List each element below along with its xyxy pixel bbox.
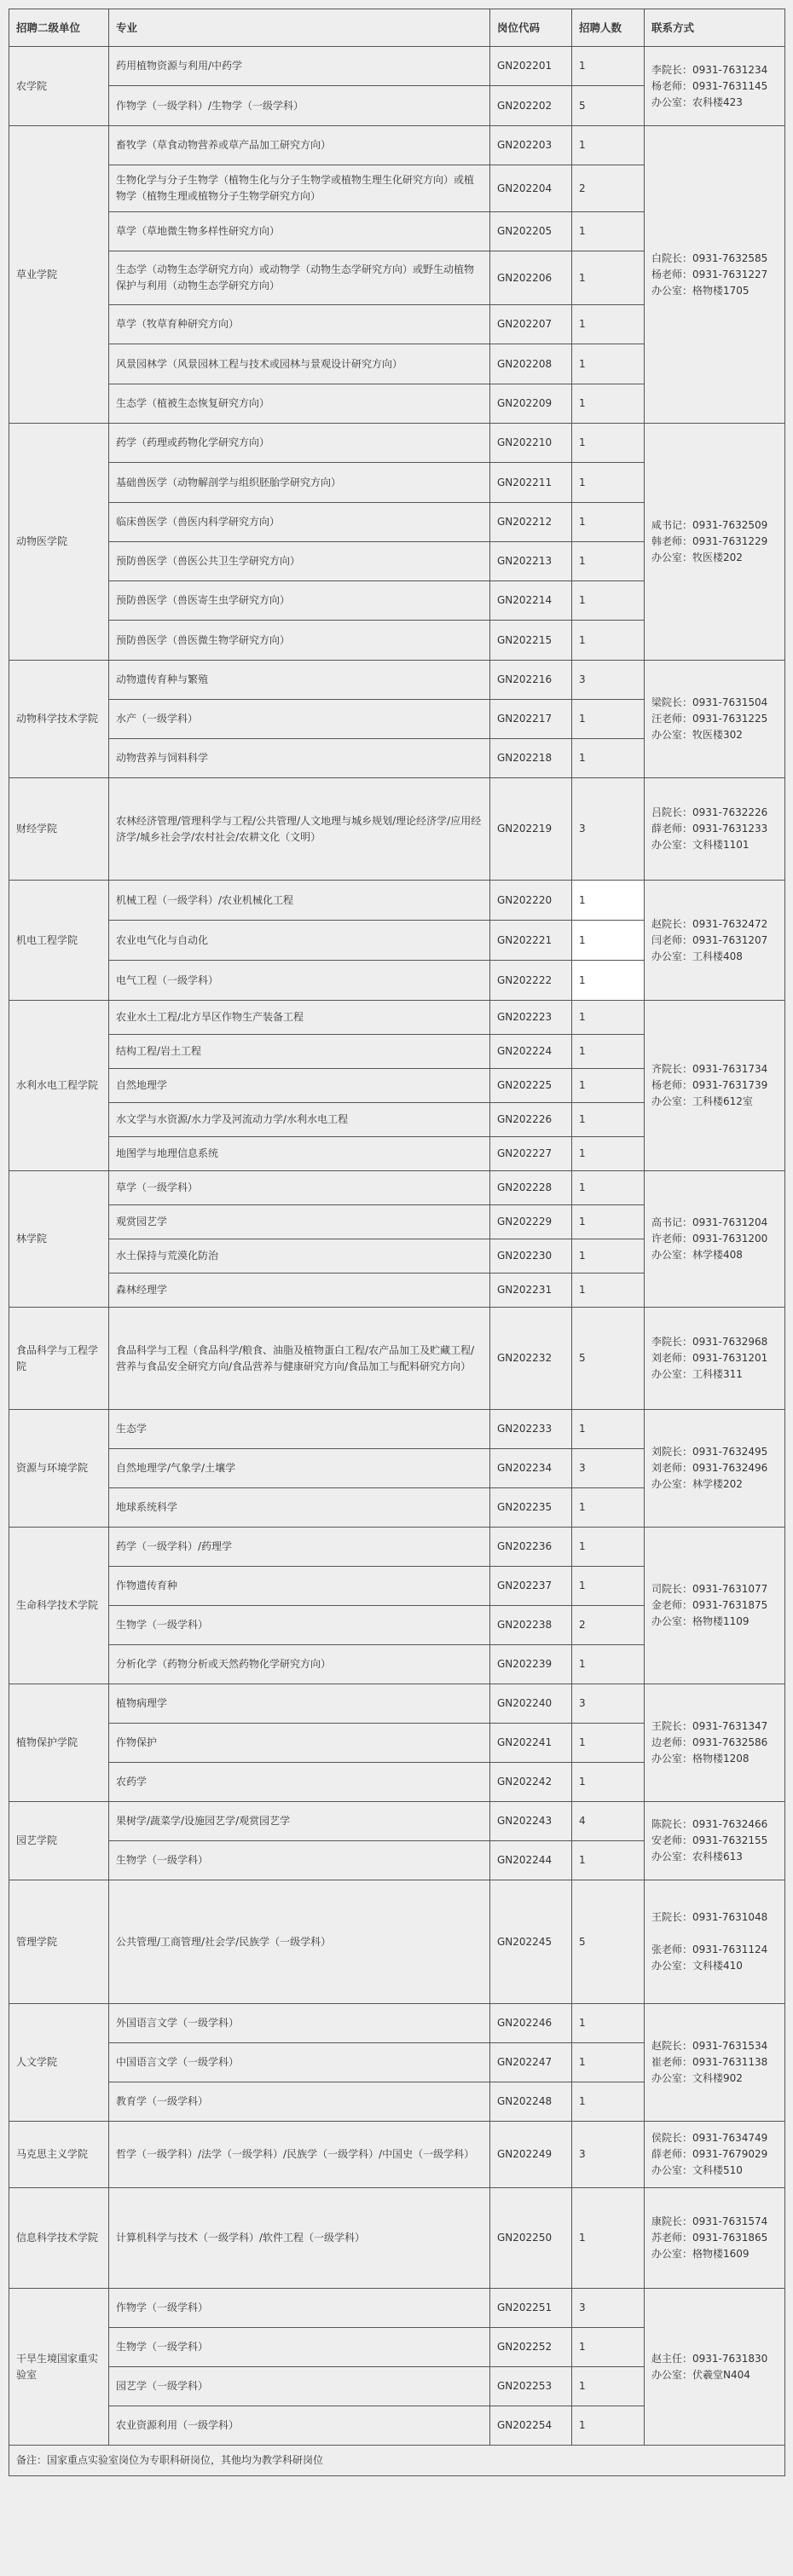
count-cell: 1 [572,1205,645,1239]
contact-cell: 陈院长：0931-7632466 安老师：0931-7632155 办公室：农科楼613 [645,1802,785,1880]
count-cell: 4 [572,1802,645,1841]
code-cell: GN202219 [490,778,572,881]
code-cell: GN202250 [490,2188,572,2289]
table-row [9,661,785,700]
major-cell: 草学（一级学科） [109,1171,490,1205]
major-cell: 水土保持与荒漠化防治 [109,1239,490,1274]
footnote: 备注：国家重点实验室岗位为专职科研岗位，其他均为教学科研岗位 [9,2446,785,2476]
unit-cell: 机电工程学院 [9,881,109,1001]
major-cell: 食品科学与工程（食品科学/粮食、油脂及植物蛋白工程/农产品加工及贮藏工程/营养与食品安全研究方向/食品营养与健康研究方向/食品加工与配料研究方向） [109,1308,490,1410]
code-cell: GN202205 [490,212,572,251]
count-cell: 1 [572,126,645,165]
count-cell: 1 [572,881,645,921]
table-row [9,1171,785,1205]
count-cell: 1 [572,1239,645,1274]
count-cell: 1 [572,2004,645,2043]
major-cell: 基础兽医学（动物解剖学与组织胚胎学研究方向） [109,463,490,503]
header-count: 招聘人数 [572,9,645,47]
code-cell: GN202249 [490,2122,572,2188]
table-row [9,1880,785,2004]
count-cell: 3 [572,778,645,881]
major-cell: 草学（牧草育种研究方向） [109,305,490,344]
code-cell: GN202234 [490,1449,572,1488]
code-cell: GN202208 [490,344,572,384]
major-cell: 自然地理学/气象学/土壤学 [109,1449,490,1488]
header-code: 岗位代码 [490,9,572,47]
major-cell: 动物营养与饲料科学 [109,739,490,778]
major-cell: 生物学（一级学科） [109,1606,490,1645]
contact-cell: 吕院长：0931-7632226 薛老师：0931-7631233 办公室：文科楼1101 [645,778,785,881]
unit-cell: 水利水电工程学院 [9,1001,109,1171]
count-cell: 1 [572,503,645,542]
major-cell: 计算机科学与技术（一级学科）/软件工程（一级学科） [109,2188,490,2289]
unit-cell: 马克思主义学院 [9,2122,109,2188]
code-cell: GN202206 [490,251,572,305]
code-cell: GN202215 [490,621,572,661]
major-cell: 哲学（一级学科）/法学（一级学科）/民族学（一级学科）/中国史（一级学科） [109,2122,490,2188]
table-row [9,1308,785,1410]
major-cell: 作物遗传育种 [109,1567,490,1606]
code-cell: GN202210 [490,424,572,463]
unit-cell: 干旱生境国家重实验室 [9,2289,109,2446]
major-cell: 药学（一级学科）/药理学 [109,1528,490,1567]
major-cell: 外国语言文学（一级学科） [109,2004,490,2043]
count-cell: 1 [572,1841,645,1880]
count-cell: 1 [572,700,645,739]
code-cell: GN202214 [490,581,572,621]
major-cell: 生态学（动物生态学研究方向）或动物学（动物生态学研究方向）或野生动植物保护与利用（动物生态学研究方向） [109,251,490,305]
count-cell: 5 [572,1880,645,2004]
code-cell: GN202226 [490,1103,572,1137]
count-cell: 1 [572,47,645,86]
code-cell: GN202224 [490,1035,572,1069]
count-cell: 1 [572,1035,645,1069]
major-cell: 自然地理学 [109,1069,490,1103]
contact-cell: 王院长：0931-7631048 张老师：0931-7631124 办公室：文科楼410 [645,1880,785,2004]
count-cell: 1 [572,1763,645,1802]
table-row [9,424,785,463]
code-cell: GN202230 [490,1239,572,1274]
major-cell: 公共管理/工商管理/社会学/民族学（一级学科） [109,1880,490,2004]
code-cell: GN202244 [490,1841,572,1880]
count-cell: 2 [572,165,645,212]
header-contact: 联系方式 [645,9,785,47]
major-cell: 药用植物资源与利用/中药学 [109,47,490,86]
code-cell: GN202243 [490,1802,572,1841]
contact-cell: 赵院长：0931-7632472 闫老师：0931-7631207 办公室：工科楼408 [645,881,785,1001]
note-row [9,2446,785,2476]
table-row [9,47,785,86]
major-cell: 预防兽医学（兽医微生物学研究方向） [109,621,490,661]
contact-cell: 康院长：0931-7631574 苏老师：0931-7631865 办公室：格物楼1609 [645,2188,785,2289]
code-cell: GN202238 [490,1606,572,1645]
count-cell: 1 [572,921,645,961]
count-cell: 1 [572,2328,645,2367]
table-row [9,1528,785,1567]
count-cell: 1 [572,1069,645,1103]
unit-cell: 信息科学技术学院 [9,2188,109,2289]
major-cell: 水文学与水资源/水力学及河流动力学/水利水电工程 [109,1103,490,1137]
count-cell: 1 [572,542,645,581]
major-cell: 地图学与地理信息系统 [109,1137,490,1171]
major-cell: 药学（药理或药物化学研究方向） [109,424,490,463]
code-cell: GN202209 [490,384,572,424]
contact-cell: 李院长：0931-7632968 刘老师：0931-7631201 办公室：工科楼311 [645,1308,785,1410]
code-cell: GN202247 [490,2043,572,2082]
code-cell: GN202221 [490,921,572,961]
table-row [9,881,785,921]
major-cell: 植物病理学 [109,1684,490,1724]
count-cell: 3 [572,1684,645,1724]
recruitment-table [9,9,785,2476]
count-cell: 1 [572,251,645,305]
major-cell: 作物保护 [109,1724,490,1763]
table-header-row [9,9,785,47]
code-cell: GN202217 [490,700,572,739]
contact-cell: 赵主任：0931-7631830 办公室：伏羲堂N404 [645,2289,785,2446]
major-cell: 地球系统科学 [109,1488,490,1528]
code-cell: GN202216 [490,661,572,700]
unit-cell: 资源与环境学院 [9,1410,109,1528]
count-cell: 1 [572,1137,645,1171]
major-cell: 生态学（植被生态恢复研究方向） [109,384,490,424]
major-cell: 分析化学（药物分析或天然药物化学研究方向） [109,1645,490,1684]
unit-cell: 植物保护学院 [9,1684,109,1802]
major-cell: 森林经理学 [109,1274,490,1308]
count-cell: 1 [572,384,645,424]
major-cell: 生物学（一级学科） [109,1841,490,1880]
table-row [9,1684,785,1724]
contact-cell: 白院长：0931-7632585 杨老师：0931-7631227 办公室：格物楼1705 [645,126,785,424]
table-row [9,2122,785,2188]
unit-cell: 管理学院 [9,1880,109,2004]
count-cell: 1 [572,739,645,778]
count-cell: 1 [572,1001,645,1035]
code-cell: GN202240 [490,1684,572,1724]
count-cell: 3 [572,2122,645,2188]
count-cell: 5 [572,86,645,126]
major-cell: 果树学/蔬菜学/设施园艺学/观赏园艺学 [109,1802,490,1841]
major-cell: 预防兽医学（兽医公共卫生学研究方向） [109,542,490,581]
count-cell: 1 [572,305,645,344]
count-cell: 3 [572,2289,645,2328]
table-row [9,778,785,881]
code-cell: GN202242 [490,1763,572,1802]
count-cell: 1 [572,1645,645,1684]
count-cell: 1 [572,212,645,251]
code-cell: GN202245 [490,1880,572,2004]
count-cell: 3 [572,1449,645,1488]
count-cell: 1 [572,1528,645,1567]
code-cell: GN202237 [490,1567,572,1606]
count-cell: 1 [572,424,645,463]
count-cell: 3 [572,661,645,700]
table-row [9,2289,785,2328]
count-cell: 1 [572,581,645,621]
code-cell: GN202227 [490,1137,572,1171]
header-major: 专业 [109,9,490,47]
code-cell: GN202225 [490,1069,572,1103]
code-cell: GN202232 [490,1308,572,1410]
major-cell: 农药学 [109,1763,490,1802]
major-cell: 教育学（一级学科） [109,2082,490,2122]
unit-cell: 园艺学院 [9,1802,109,1880]
code-cell: GN202236 [490,1528,572,1567]
code-cell: GN202223 [490,1001,572,1035]
table-row [9,126,785,165]
count-cell: 1 [572,344,645,384]
code-cell: GN202212 [490,503,572,542]
count-cell: 1 [572,1567,645,1606]
count-cell: 2 [572,1606,645,1645]
code-cell: GN202235 [490,1488,572,1528]
code-cell: GN202218 [490,739,572,778]
major-cell: 生物化学与分子生物学（植物生化与分子生物学或植物生理生化研究方向）或植物学（植物生理或植物分子生物学研究方向） [109,165,490,212]
code-cell: GN202201 [490,47,572,86]
count-cell: 1 [572,1171,645,1205]
code-cell: GN202246 [490,2004,572,2043]
contact-cell: 赵院长：0931-7631534 崔老师：0931-7631138 办公室：文科楼902 [645,2004,785,2122]
contact-cell: 咸书记：0931-7632509 韩老师：0931-7631229 办公室：牧医楼202 [645,424,785,661]
major-cell: 草学（草地微生物多样性研究方向） [109,212,490,251]
major-cell: 动物遗传育种与繁殖 [109,661,490,700]
contact-cell: 司院长：0931-7631077 金老师：0931-7631875 办公室：格物楼1109 [645,1528,785,1684]
code-cell: GN202211 [490,463,572,503]
contact-cell: 高书记：0931-7631204 许老师：0931-7631200 办公室：林学楼408 [645,1171,785,1308]
count-cell: 1 [572,2188,645,2289]
code-cell: GN202204 [490,165,572,212]
contact-cell: 侯院长：0931-7634749 薛老师：0931-7679029 办公室：文科楼510 [645,2122,785,2188]
contact-cell: 梁院长：0931-7631504 汪老师：0931-7631225 办公室：牧医楼302 [645,661,785,778]
major-cell: 园艺学（一级学科） [109,2367,490,2406]
count-cell: 1 [572,2043,645,2082]
major-cell: 预防兽医学（兽医寄生虫学研究方向） [109,581,490,621]
contact-cell: 李院长：0931-7631234 杨老师：0931-7631145 办公室：农科楼423 [645,47,785,126]
major-cell: 机械工程（一级学科）/农业机械化工程 [109,881,490,921]
code-cell: GN202239 [490,1645,572,1684]
code-cell: GN202207 [490,305,572,344]
unit-cell: 农学院 [9,47,109,126]
major-cell: 农业电气化与自动化 [109,921,490,961]
table-row [9,1410,785,1449]
major-cell: 电气工程（一级学科） [109,961,490,1001]
unit-cell: 人文学院 [9,2004,109,2122]
table-row [9,2004,785,2043]
code-cell: GN202248 [490,2082,572,2122]
code-cell: GN202202 [490,86,572,126]
count-cell: 1 [572,1724,645,1763]
code-cell: GN202252 [490,2328,572,2367]
contact-cell: 王院长：0931-7631347 边老师：0931-7632586 办公室：格物楼1208 [645,1684,785,1802]
major-cell: 结构工程/岩土工程 [109,1035,490,1069]
major-cell: 作物学（一级学科） [109,2289,490,2328]
unit-cell: 生命科学技术学院 [9,1528,109,1684]
contact-cell: 刘院长：0931-7632495 刘老师：0931-7632496 办公室：林学楼202 [645,1410,785,1528]
header-unit: 招聘二级单位 [9,9,109,47]
code-cell: GN202229 [490,1205,572,1239]
unit-cell: 食品科学与工程学院 [9,1308,109,1410]
code-cell: GN202203 [490,126,572,165]
count-cell: 1 [572,2367,645,2406]
table-row [9,1802,785,1841]
major-cell: 观赏园艺学 [109,1205,490,1239]
count-cell: 1 [572,1103,645,1137]
table-row [9,1001,785,1035]
major-cell: 作物学（一级学科）/生物学（一级学科） [109,86,490,126]
code-cell: GN202251 [490,2289,572,2328]
code-cell: GN202254 [490,2406,572,2446]
count-cell: 1 [572,2406,645,2446]
unit-cell: 草业学院 [9,126,109,424]
table-row [9,2188,785,2289]
unit-cell: 动物科学技术学院 [9,661,109,778]
count-cell: 1 [572,621,645,661]
major-cell: 生态学 [109,1410,490,1449]
code-cell: GN202228 [490,1171,572,1205]
code-cell: GN202213 [490,542,572,581]
code-cell: GN202233 [490,1410,572,1449]
code-cell: GN202253 [490,2367,572,2406]
count-cell: 1 [572,1274,645,1308]
count-cell: 1 [572,1410,645,1449]
code-cell: GN202220 [490,881,572,921]
unit-cell: 林学院 [9,1171,109,1308]
count-cell: 5 [572,1308,645,1410]
major-cell: 临床兽医学（兽医内科学研究方向） [109,503,490,542]
major-cell: 农业水土工程/北方旱区作物生产装备工程 [109,1001,490,1035]
major-cell: 中国语言文学（一级学科） [109,2043,490,2082]
code-cell: GN202222 [490,961,572,1001]
major-cell: 农林经济管理/管理科学与工程/公共管理/人文地理与城乡规划/理论经济学/应用经济学/城乡社会学/农村社会/农耕文化（文明） [109,778,490,881]
major-cell: 生物学（一级学科） [109,2328,490,2367]
major-cell: 畜牧学（草食动物营养或草产品加工研究方向） [109,126,490,165]
count-cell: 1 [572,2082,645,2122]
count-cell: 1 [572,1488,645,1528]
code-cell: GN202231 [490,1274,572,1308]
major-cell: 农业资源利用（一级学科） [109,2406,490,2446]
major-cell: 风景园林学（风景园林工程与技术或园林与景观设计研究方向） [109,344,490,384]
code-cell: GN202241 [490,1724,572,1763]
count-cell: 1 [572,961,645,1001]
contact-cell: 齐院长：0931-7631734 杨老师：0931-7631739 办公室：工科楼612室 [645,1001,785,1171]
unit-cell: 动物医学院 [9,424,109,661]
major-cell: 水产（一级学科） [109,700,490,739]
unit-cell: 财经学院 [9,778,109,881]
count-cell: 1 [572,463,645,503]
